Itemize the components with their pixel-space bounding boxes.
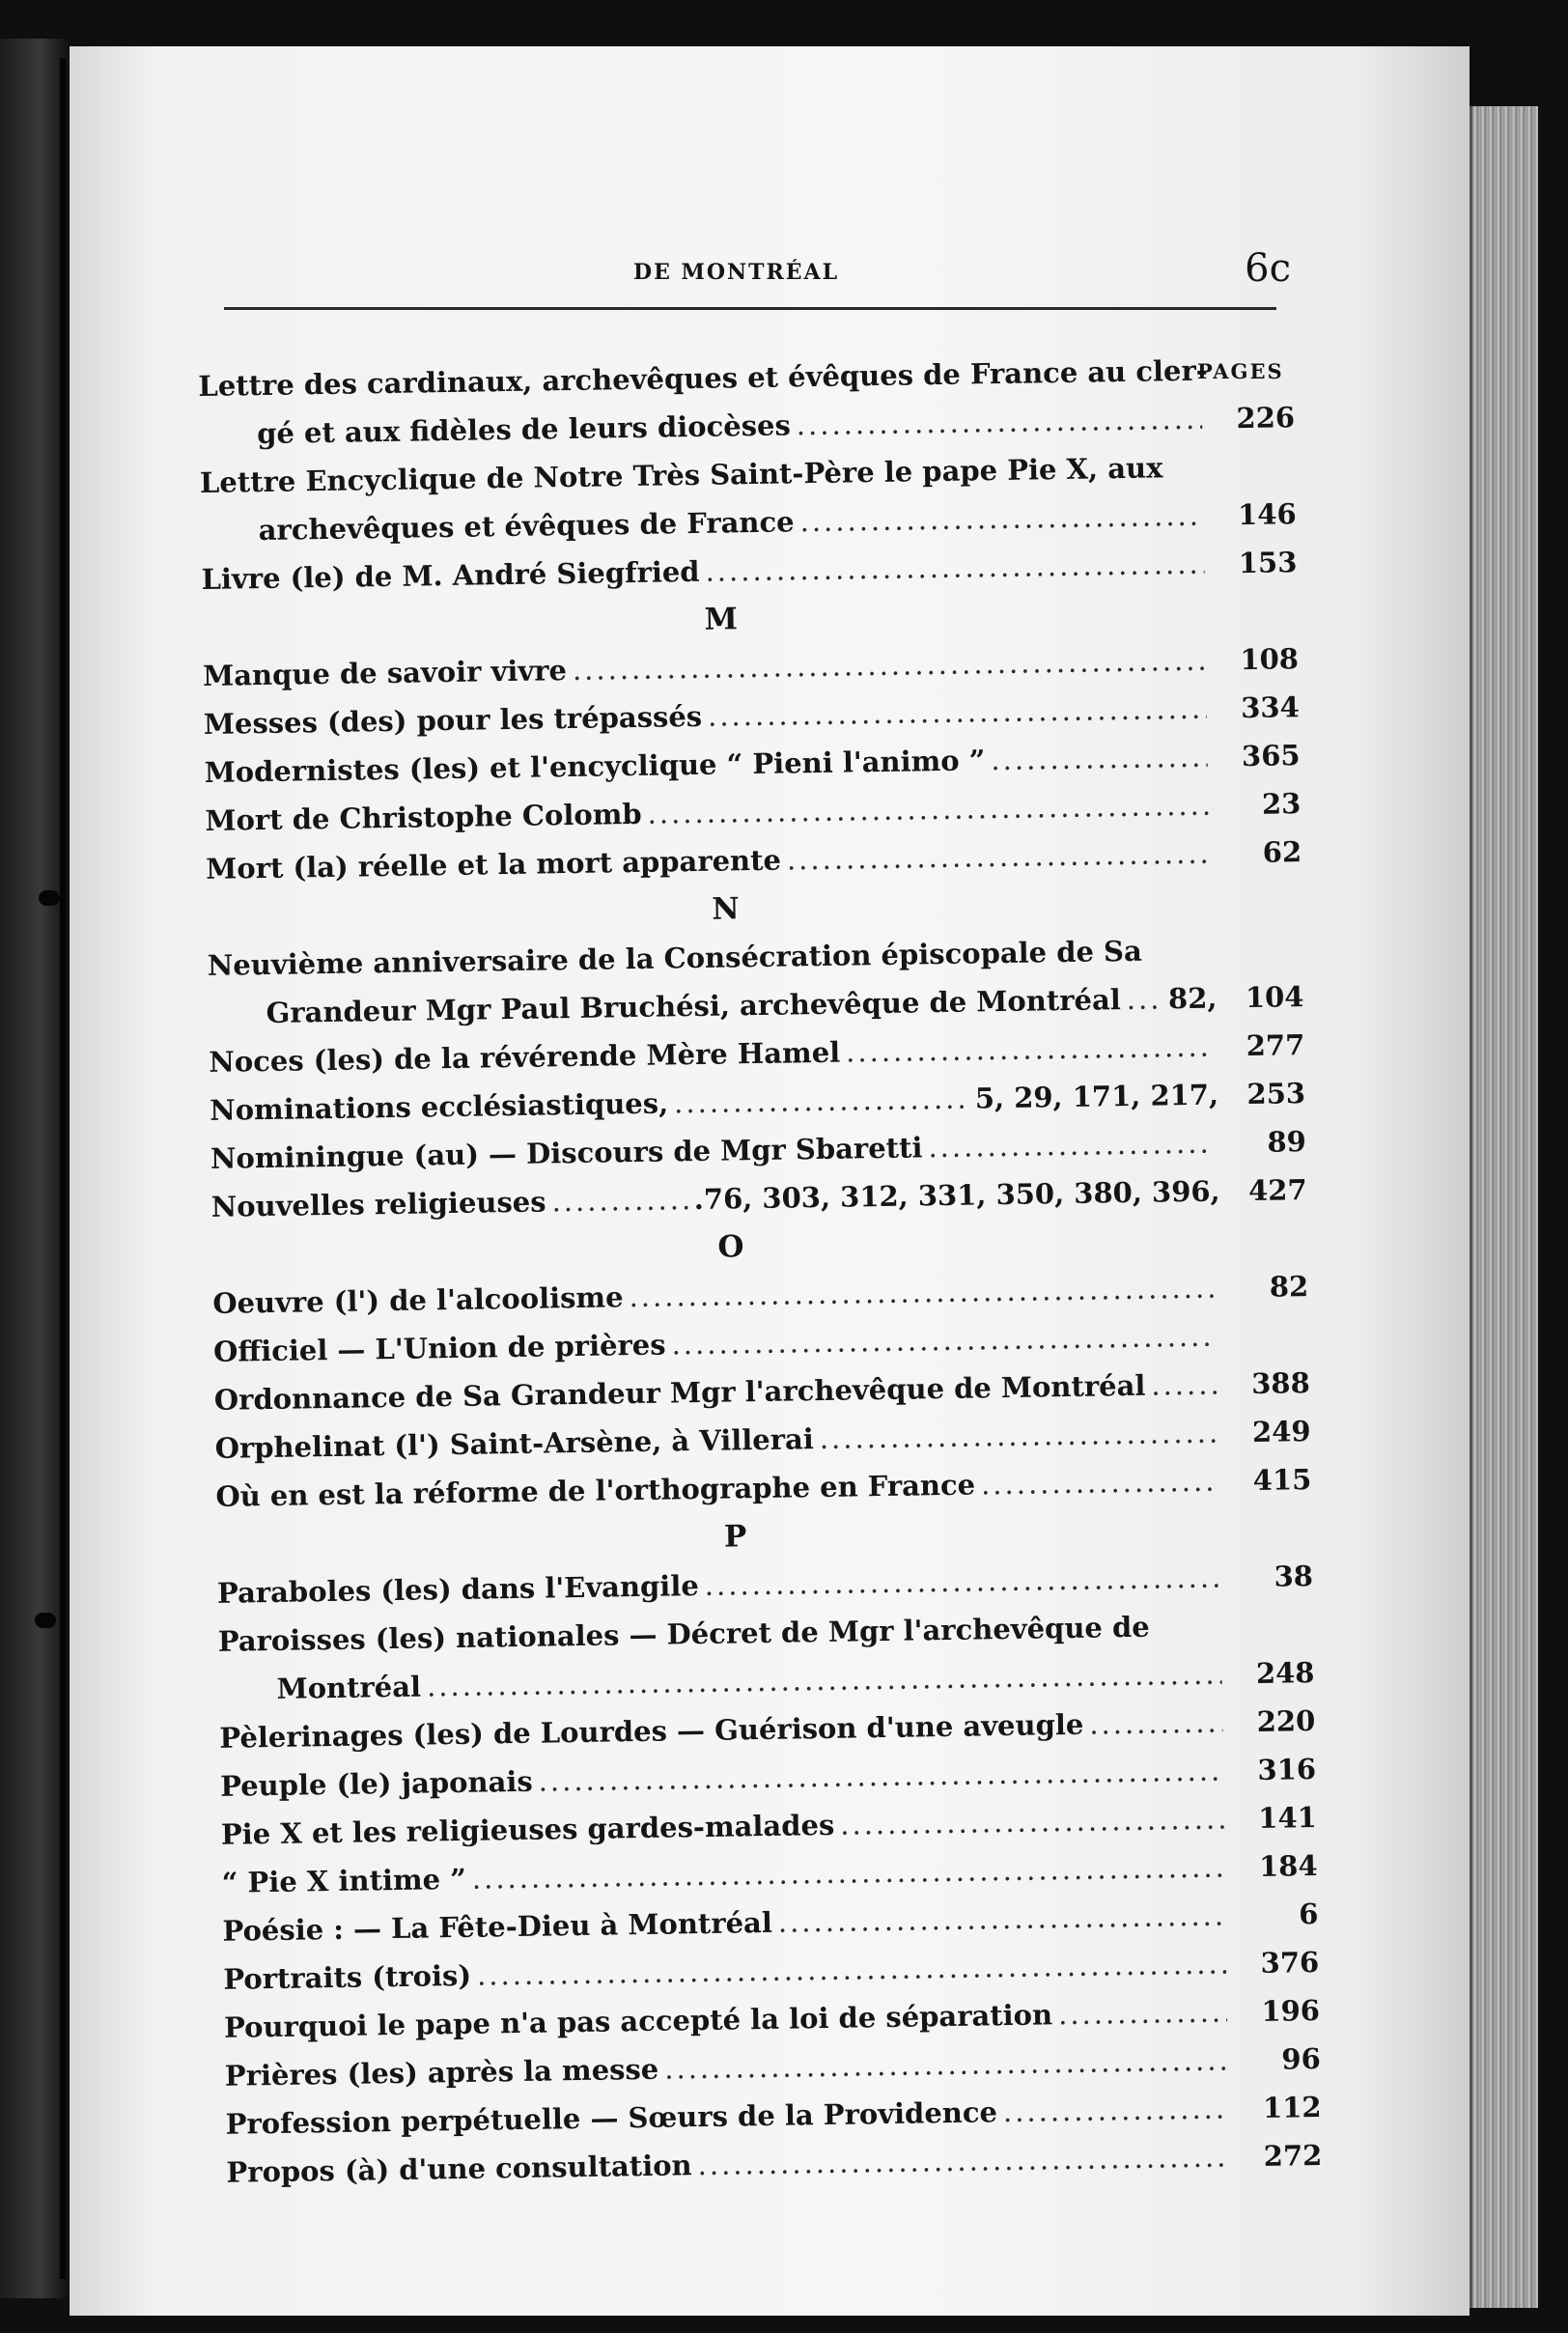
entry-title: Noces (les) de la révérende Mère Hamel bbox=[209, 1035, 841, 1079]
leader-dots bbox=[819, 1409, 1218, 1463]
entry-page-number: 365 bbox=[1241, 739, 1301, 773]
entry-page-number: 249 bbox=[1251, 1415, 1311, 1448]
entry-page-number: 153 bbox=[1238, 546, 1298, 580]
facing-page-edge bbox=[0, 39, 68, 2298]
leader-dots bbox=[704, 1554, 1220, 1610]
running-header bbox=[224, 246, 1291, 314]
leader-dots bbox=[697, 2132, 1229, 2189]
leader-dots bbox=[799, 492, 1204, 547]
entry-title: Pourquoi le pape n'a pas accepté la loi de séparation bbox=[223, 1998, 1053, 2044]
page-number: 6c bbox=[1245, 246, 1291, 291]
entry-title: Nominingue (au) — Discours de Mgr Sbaretti bbox=[210, 1131, 923, 1175]
index-entry bbox=[217, 1600, 1314, 1714]
leader-dots bbox=[705, 540, 1205, 596]
entry-page-number: 226 bbox=[1236, 401, 1296, 436]
entry-page-number: 108 bbox=[1240, 642, 1300, 677]
entry-title: Paroisses (les) nationales — Décret de Mgr l'archevêque de bbox=[217, 1610, 1150, 1658]
entry-page-number: 38 bbox=[1274, 1560, 1314, 1593]
entry-page-number: 62 bbox=[1262, 835, 1302, 869]
leader-dots bbox=[787, 829, 1210, 885]
entry-title: Peuple (le) japonais bbox=[219, 1764, 533, 1803]
page-references: .76, 303, 312, 331, 350, 380, 396, bbox=[693, 1174, 1220, 1217]
leader-dots bbox=[1003, 2084, 1229, 2136]
entry-title: Portraits (trois) bbox=[223, 1958, 472, 1996]
index-entry bbox=[200, 441, 1297, 555]
entry-title: Poésie : — La Fête-Dieu à Montréal bbox=[222, 1905, 773, 1948]
entry-page-number: 277 bbox=[1246, 1028, 1305, 1063]
entry-page-number: 248 bbox=[1255, 1656, 1315, 1690]
leader-dots bbox=[671, 1312, 1217, 1369]
entry-title: Mort (la) réelle et la mort apparente bbox=[205, 843, 782, 885]
index-entry bbox=[198, 345, 1295, 459]
section-letter: P bbox=[723, 1519, 747, 1555]
leader-dots bbox=[1089, 1699, 1223, 1749]
binding-hole bbox=[39, 890, 60, 906]
section-letter: N bbox=[712, 891, 740, 927]
entry-page-number: 89 bbox=[1267, 1125, 1307, 1159]
entry-title: Où en est la réforme de l'orthographe en France bbox=[215, 1468, 976, 1513]
entry-page-number: 334 bbox=[1240, 690, 1301, 725]
section-letter: M bbox=[704, 602, 739, 637]
entry-title: Ordonnance de Sa Grandeur Mgr l'archevêque de Montréal bbox=[213, 1368, 1146, 1417]
entry-page-number: 376 bbox=[1260, 1945, 1320, 1980]
entry-page-number: 427 bbox=[1247, 1173, 1307, 1208]
leader-dots bbox=[846, 1023, 1213, 1077]
section-letter: O bbox=[717, 1229, 744, 1265]
entry-page-number: 253 bbox=[1246, 1077, 1306, 1111]
entry-title: Messes (des) pour les trépassés bbox=[203, 699, 703, 741]
leader-dots bbox=[840, 1794, 1224, 1848]
binding-gutter bbox=[60, 58, 66, 2279]
leader-dots bbox=[928, 1119, 1214, 1172]
entry-title: Manque de savoir vivre bbox=[202, 654, 568, 692]
binding-hole bbox=[35, 1613, 56, 1628]
entry-title: Officiel — L'Union de prières bbox=[212, 1328, 666, 1368]
entry-title: Mort de Christophe Colomb bbox=[205, 797, 642, 837]
entry-title: Grandeur Mgr Paul Bruchési, archevêque de Montréal bbox=[266, 983, 1122, 1029]
leader-dots bbox=[551, 1175, 688, 1225]
entry-page-number: 220 bbox=[1256, 1703, 1316, 1738]
header-rule bbox=[224, 307, 1276, 310]
leader-dots bbox=[796, 395, 1202, 450]
entry-title: Profession perpétuelle — Sœurs de la Providence bbox=[225, 2095, 998, 2141]
entry-page-number: 6 bbox=[1298, 1897, 1319, 1931]
page-block-edge bbox=[1470, 106, 1538, 2308]
entry-title: Montréal bbox=[276, 1670, 422, 1705]
entry-title: Nouvelles religieuses bbox=[210, 1185, 546, 1223]
leader-dots bbox=[708, 685, 1207, 741]
entry-page-number: 141 bbox=[1258, 1800, 1318, 1835]
entry-page-number: 146 bbox=[1237, 497, 1297, 532]
entry-title: Lettre des cardinaux, archevêques et évêques de France au cler- bbox=[198, 353, 1209, 403]
leader-dots bbox=[664, 2036, 1228, 2093]
leader-dots bbox=[991, 733, 1208, 785]
index-entry bbox=[207, 924, 1303, 1038]
pages-column-label: PAGES bbox=[1197, 359, 1284, 383]
entry-title: Pie X et les religieuses gardes-malades bbox=[220, 1808, 835, 1851]
running-title: DE MONTRÉAL bbox=[633, 260, 840, 285]
entry-title: Paraboles (les) dans l'Evangile bbox=[216, 1569, 700, 1610]
entry-page-number: 104 bbox=[1245, 980, 1304, 1015]
entry-title: Livre (le) de M. André Siegfried bbox=[201, 554, 700, 596]
leader-dots bbox=[1126, 974, 1162, 1024]
entry-title: Pèlerinages (les) de Lourdes — Guérison d'une aveugle bbox=[219, 1707, 1084, 1755]
entry-page-number: 82 bbox=[1269, 1270, 1309, 1304]
leader-dots bbox=[674, 1075, 969, 1128]
leader-dots bbox=[647, 781, 1208, 838]
entry-title: Orphelinat (l') Saint-Arsène, à Villerai bbox=[214, 1422, 815, 1465]
entry-page-number: 23 bbox=[1261, 787, 1302, 821]
entry-page-number: 388 bbox=[1250, 1366, 1311, 1400]
entry-page-number bbox=[1222, 1344, 1309, 1345]
entry-page-number: 196 bbox=[1261, 1993, 1321, 2028]
entry-page-number: 96 bbox=[1281, 2041, 1322, 2076]
entry-title: Propos (à) d'une consultation bbox=[226, 2149, 692, 2189]
entry-title: Lettre Encyclique de Notre Très Saint-Père le pape Pie X, aux bbox=[199, 451, 1163, 499]
leader-dots bbox=[1151, 1361, 1218, 1410]
leader-dots bbox=[981, 1457, 1219, 1509]
entry-page-number: 184 bbox=[1258, 1848, 1318, 1883]
entry-page-number: 112 bbox=[1262, 2090, 1322, 2124]
index-list bbox=[198, 345, 1323, 2197]
entry-title: gé et aux fidèles de leurs diocèses bbox=[256, 408, 792, 451]
entry-page-number: 415 bbox=[1252, 1463, 1312, 1497]
entry-title: “ Pie X intime ” bbox=[221, 1862, 467, 1899]
entry-title: archevêques et évêques de France bbox=[258, 505, 795, 548]
entry-title: Modernistes (les) et l'encyclique “ Pieni l'animo ” bbox=[204, 744, 986, 789]
leader-dots bbox=[1058, 1987, 1228, 2038]
entry-page-number: 272 bbox=[1263, 2138, 1323, 2173]
entry-title: Nominations ecclésiastiques, bbox=[209, 1086, 669, 1127]
leader-dots bbox=[777, 1891, 1225, 1946]
entry-title: Oeuvre (l') de l'alcoolisme bbox=[212, 1280, 624, 1320]
page-references: 82, bbox=[1167, 981, 1218, 1016]
entry-page-number: 316 bbox=[1257, 1752, 1317, 1786]
entry-title: Prières (les) après la messe bbox=[224, 2052, 659, 2093]
page-references: 5, 29, 171, 217, bbox=[974, 1078, 1219, 1115]
entry-title: Neuvième anniversaire de la Consécration épiscopale de Sa bbox=[207, 934, 1143, 982]
